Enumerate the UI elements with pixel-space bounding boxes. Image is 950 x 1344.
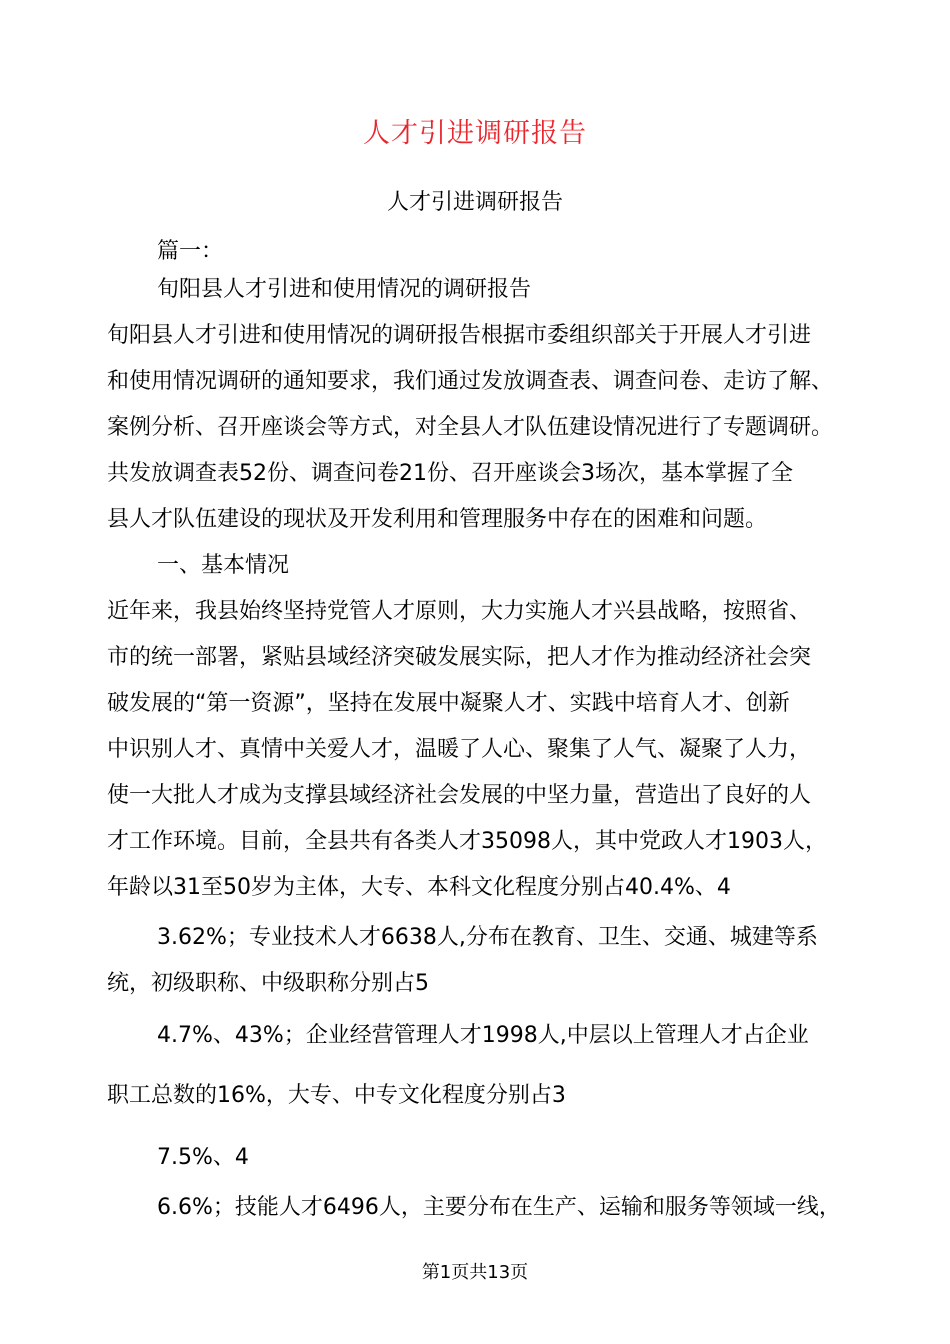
body-line: 旬阳县人才引进和使用情况的调研报告根据市委组织部关于开展人才引进: [107, 323, 812, 348]
body-line: 县人才队伍建设的现状及开发利用和管理服务中存在的困难和问题。: [107, 507, 768, 532]
section-heading: 一、基本情况: [157, 553, 290, 578]
body-line: 案例分析、召开座谈会等方式，对全县人才队伍建设情况进行了专题调研。: [107, 415, 834, 440]
document-subtitle: 人才引进调研报告: [386, 190, 563, 215]
body-line: 市的统一部署，紧贴县域经济突破发展实际，把人才作为推动经济社会突: [107, 645, 812, 670]
body-line: 共发放调查表52份、调查问卷21份、召开座谈会3场次，基本掌握了全: [107, 461, 793, 486]
body-line: 年龄以31至50岁为主体，大专、本科文化程度分别占40.4%、4: [107, 875, 731, 900]
body-line: 和使用情况调研的通知要求，我们通过发放调查表、调查问卷、走访了解、: [107, 369, 834, 394]
body-line: 7.5%、4: [157, 1145, 249, 1170]
body-line: 4.7%、43%；企业经营管理人才1998人,中层以上管理人才占企业: [157, 1023, 809, 1048]
body-line: 破发展的“第一资源”，坚持在发展中凝聚人才、实践中培育人才、创新: [107, 691, 790, 716]
body-line: 近年来，我县始终坚持党管人才原则，大力实施人才兴县战略，按照省、: [107, 599, 812, 624]
document-title: 人才引进调研报告: [363, 118, 587, 149]
body-line: 使一大批人才成为支撑县域经济社会发展的中坚力量，营造出了良好的人: [107, 783, 812, 808]
body-line: 中识别人才、真情中关爱人才，温暖了人心、聚集了人气、凝聚了人力，: [107, 737, 812, 762]
body-line: 6.6%；技能人才6496人，主要分布在生产、运输和服务等领域一线，: [157, 1195, 841, 1220]
body-line: 职工总数的16%，大专、中专文化程度分别占3: [107, 1083, 566, 1108]
body-line: 统，初级职称、中级职称分别占5: [107, 971, 429, 996]
body-line: 才工作环境。目前，全县共有各类人才35098人，其中党政人才1903人，: [107, 829, 827, 854]
page-number: 第1页共13页: [421, 1262, 529, 1283]
body-line: 篇一：: [157, 239, 224, 264]
body-line: 3.62%；专业技术人才6638人,分布在教育、卫生、交通、城建等系: [157, 925, 818, 950]
body-line: 旬阳县人才引进和使用情况的调研报告: [157, 277, 532, 302]
